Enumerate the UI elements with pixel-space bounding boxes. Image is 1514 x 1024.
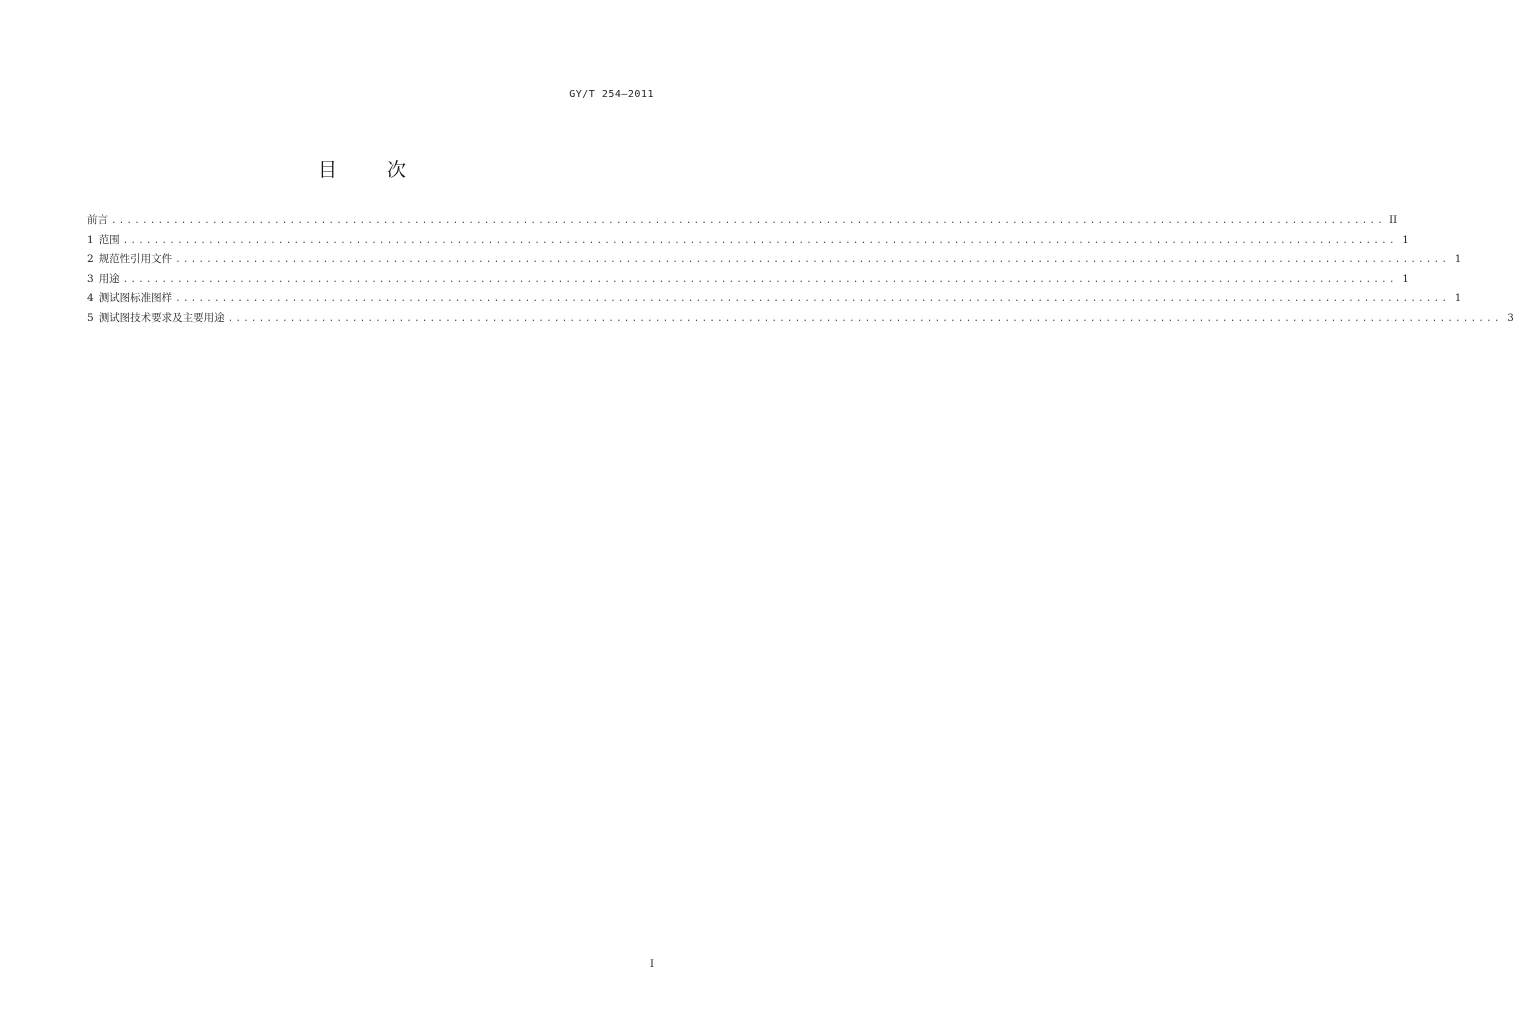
toc-leader-dots: .................................................................................................................................................................... — [111, 216, 1386, 226]
toc-entry-text: 规范性引用文件 — [98, 253, 173, 266]
toc-leader-dots: .................................................................................................................................................................... — [122, 274, 1397, 285]
toc-page-number: 1 — [1454, 293, 1462, 305]
toc-list — [87, 211, 1514, 329]
toc-page-number: II — [1389, 215, 1398, 226]
toc-page-number: 1 — [1402, 273, 1409, 285]
toc-entry-text: 测试图技术要求及主要用途 — [98, 311, 225, 324]
toc-leader-dots: .................................................................................................................................................................... — [122, 235, 1397, 246]
toc-entry-normative-references[interactable] — [87, 250, 1462, 270]
toc-entry-text: 用途 — [98, 272, 120, 285]
toc-entry-text: 前言 — [87, 214, 108, 226]
toc-page-number: 1 — [1402, 234, 1409, 246]
toc-leader-dots: .................................................................................................................................................................... — [175, 294, 1450, 305]
toc-entry-text: 范围 — [98, 233, 120, 246]
toc-leader-dots: .................................................................................................................................................................... — [227, 313, 1502, 324]
toc-leader-dots: .................................................................................................................................................................... — [175, 255, 1450, 266]
page-number: I — [650, 959, 654, 970]
toc-entry-number: 2 — [87, 253, 94, 266]
toc-entry-text: 测试图标准图样 — [98, 292, 173, 305]
toc-entry-number: 3 — [87, 272, 94, 285]
toc-entry-number: 5 — [87, 311, 94, 324]
toc-entry-technical-requirements[interactable] — [87, 309, 1514, 329]
toc-entry-number: 1 — [87, 233, 94, 246]
toc-title: 目 次 — [317, 159, 429, 181]
toc-entry-test-chart-patterns[interactable] — [87, 289, 1462, 309]
toc-entry-foreword[interactable] — [87, 211, 1398, 231]
toc-entry-scope[interactable] — [87, 231, 1409, 251]
toc-page-number: 3 — [1507, 312, 1514, 324]
toc-entry-number: 4 — [87, 292, 94, 305]
standard-code: GY/T 254—2011 — [569, 89, 654, 100]
toc-page-number: 1 — [1454, 254, 1462, 266]
toc-entry-application[interactable] — [87, 270, 1409, 290]
